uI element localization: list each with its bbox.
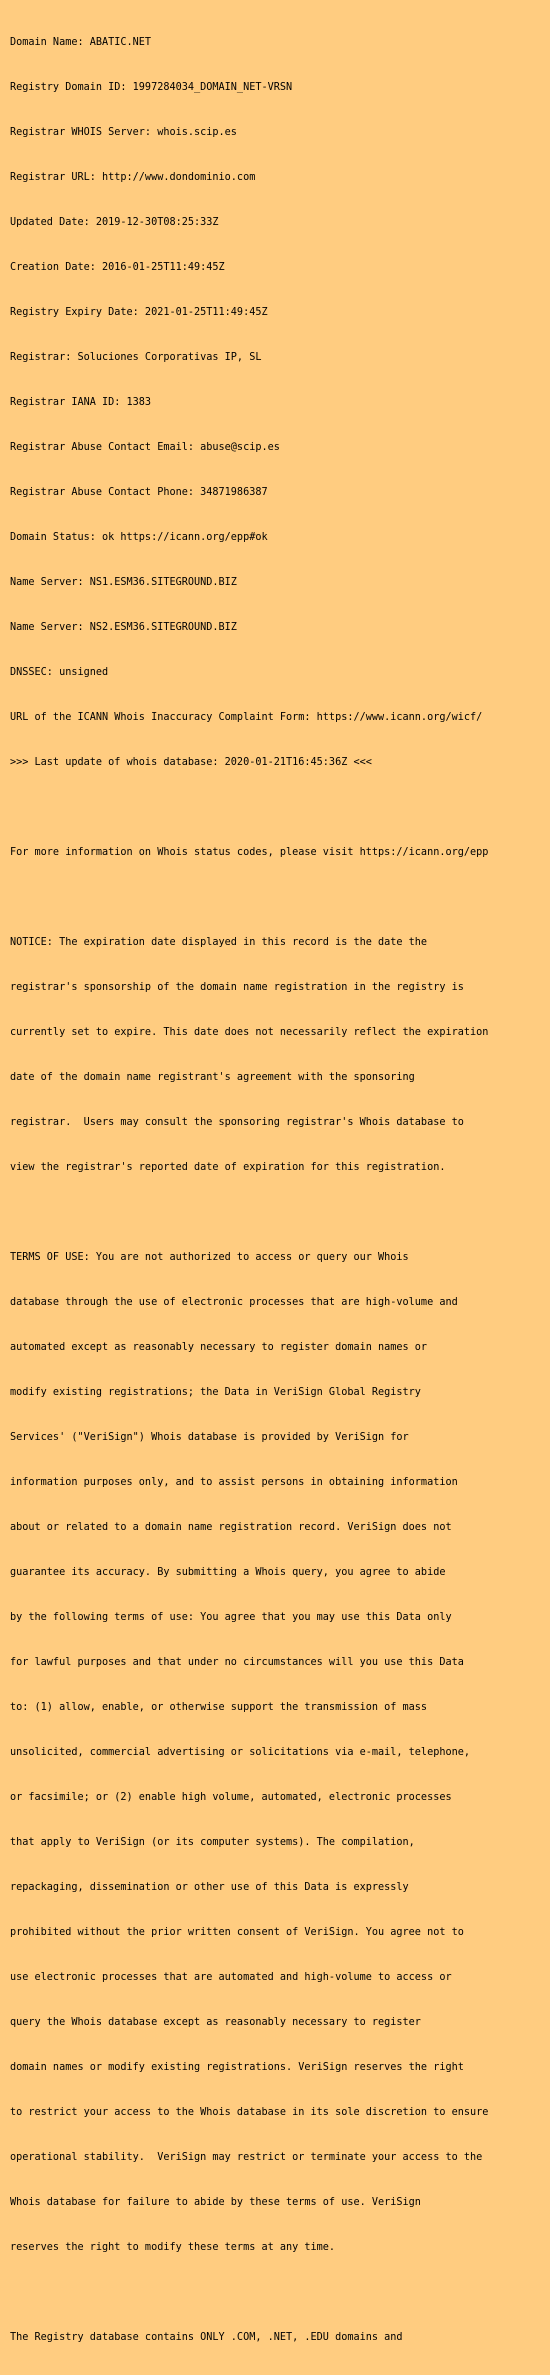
whois-line-registry-domain-id: Registry Domain ID: 1997284034_DOMAIN_NET-VRSN (10, 82, 293, 93)
whois-line-name-server-2: Name Server: NS2.ESM36.SITEGROUND.BIZ (10, 622, 237, 633)
whois-line-domain-status: Domain Status: ok https://icann.org/epp#ok (10, 532, 268, 543)
whois-line-blank (10, 1205, 550, 1220)
whois-line-abuse-phone: Registrar Abuse Contact Phone: 34871986387 (10, 487, 268, 498)
terms-of-use-line: to: (1) allow, enable, or otherwise support the transmission of mass (10, 1702, 428, 1713)
notice-line: currently set to expire. This date does not necessarily reflect the expiration (10, 1027, 489, 1038)
terms-of-use-line: operational stability. VeriSign may restrict or terminate your access to the (10, 2152, 483, 2163)
notice-line: registrar's sponsorship of the domain name registration in the registry is (10, 982, 464, 993)
notice-line: registrar. Users may consult the sponsoring registrar's Whois database to (10, 1117, 464, 1128)
whois-line-status-codes-info: For more information on Whois status codes, please visit https://icann.org/epp (10, 847, 489, 858)
terms-of-use-line: about or related to a domain name registration record. VeriSign does not (10, 1522, 452, 1533)
whois-line-blank (10, 890, 550, 905)
whois-line-registrar-url: Registrar URL: http://www.dondominio.com (10, 172, 256, 183)
terms-of-use-line: query the Whois database except as reasonably necessary to register (10, 2017, 421, 2028)
terms-of-use-line: or facsimile; or (2) enable high volume, automated, electronic processes (10, 1792, 452, 1803)
notice-line: view the registrar's reported date of expiration for this registration. (10, 1162, 446, 1173)
terms-of-use-line: by the following terms of use: You agree that you may use this Data only (10, 1612, 452, 1623)
whois-line-registrar-whois-server: Registrar WHOIS Server: whois.scip.es (10, 127, 237, 138)
terms-of-use-line: prohibited without the prior written consent of VeriSign. You agree not to (10, 1927, 464, 1938)
whois-line-blank (10, 800, 550, 815)
whois-line-dnssec: DNSSEC: unsigned (10, 667, 109, 678)
terms-of-use-line: TERMS OF USE: You are not authorized to access or query our Whois (10, 1252, 409, 1263)
registry-database-line: The Registry database contains ONLY .COM, .NET, .EDU domains and (10, 2332, 403, 2343)
terms-of-use-line: that apply to VeriSign (or its computer systems). The compilation, (10, 1837, 415, 1848)
whois-line-icann-complaint-url: URL of the ICANN Whois Inaccuracy Complaint Form: https://www.icann.org/wicf/ (10, 712, 483, 723)
whois-line-domain-name: Domain Name: ABATIC.NET (10, 37, 152, 48)
whois-line-name-server-1: Name Server: NS1.ESM36.SITEGROUND.BIZ (10, 577, 237, 588)
terms-of-use-line: use electronic processes that are automated and high-volume to access or (10, 1972, 452, 1983)
terms-of-use-line: guarantee its accuracy. By submitting a Whois query, you agree to abide (10, 1567, 446, 1578)
terms-of-use-line: for lawful purposes and that under no circumstances will you use this Data (10, 1657, 464, 1668)
terms-of-use-line: database through the use of electronic processes that are high-volume and (10, 1297, 458, 1308)
terms-of-use-line: modify existing registrations; the Data in VeriSign Global Registry (10, 1387, 421, 1398)
notice-line: date of the domain name registrant's agreement with the sponsoring (10, 1072, 415, 1083)
notice-line: NOTICE: The expiration date displayed in this record is the date the (10, 937, 428, 948)
whois-line-abuse-email: Registrar Abuse Contact Email: abuse@scip.es (10, 442, 280, 453)
terms-of-use-line: information purposes only, and to assist persons in obtaining information (10, 1477, 458, 1488)
whois-line-expiry-date: Registry Expiry Date: 2021-01-25T11:49:45Z (10, 307, 268, 318)
terms-of-use-line: Services' ("VeriSign") Whois database is provided by VeriSign for (10, 1432, 409, 1443)
whois-line-registrar-iana-id: Registrar IANA ID: 1383 (10, 397, 152, 408)
terms-of-use-line: unsolicited, commercial advertising or solicitations via e-mail, telephone, (10, 1747, 471, 1758)
whois-line-blank (10, 2285, 550, 2300)
terms-of-use-line: Whois database for failure to abide by these terms of use. VeriSign (10, 2197, 421, 2208)
terms-of-use-line: repackaging, dissemination or other use of this Data is expressly (10, 1882, 409, 1893)
whois-line-creation-date: Creation Date: 2016-01-25T11:49:45Z (10, 262, 225, 273)
whois-line-last-update: >>> Last update of whois database: 2020-01-21T16:45:36Z <<< (10, 757, 372, 768)
terms-of-use-line: domain names or modify existing registrations. VeriSign reserves the right (10, 2062, 464, 2073)
terms-of-use-line: automated except as reasonably necessary to register domain names or (10, 1342, 428, 1353)
whois-line-updated-date: Updated Date: 2019-12-30T08:25:33Z (10, 217, 219, 228)
terms-of-use-line: reserves the right to modify these terms at any time. (10, 2242, 336, 2253)
terms-of-use-line: to restrict your access to the Whois database in its sole discretion to ensure (10, 2107, 489, 2118)
whois-line-registrar: Registrar: Soluciones Corporativas IP, SL (10, 352, 262, 363)
